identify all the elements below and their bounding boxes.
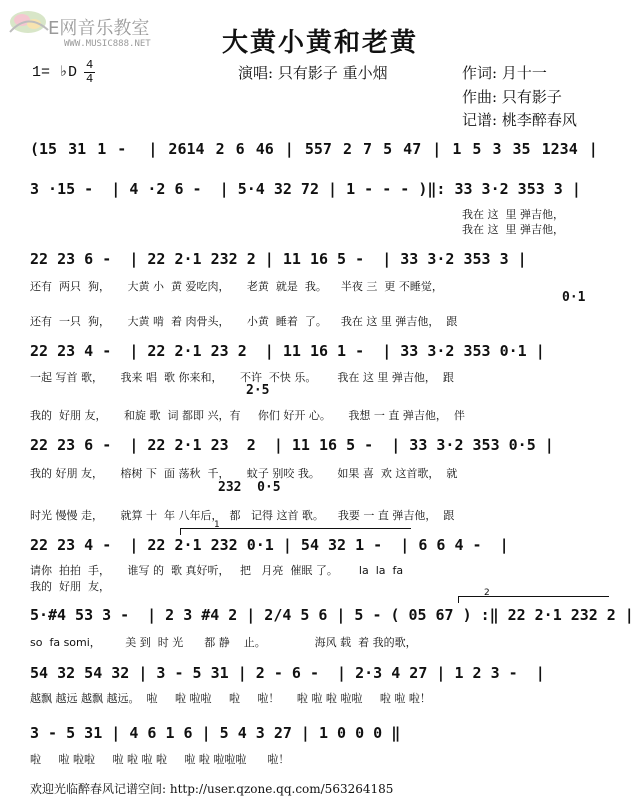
score-line-5-lyric-1: 我的 好朋 友， 榕树 下 面 荡秋 千， 蚊子 别咬 我。 如果 喜 欢 这首歌， 就 bbox=[30, 467, 458, 480]
score-line-3-notes: 22 23 6 - | 22 2·1 232 2 | 11 16 5 - | 33 3·2 353 3 | bbox=[30, 250, 527, 268]
score-line-5-notes: 22 23 6 - | 22 2·1 23 2 | 11 16 5 - | 33 3·2 353 0·5 | bbox=[30, 436, 554, 454]
key-signature: 1= ♭D bbox=[32, 64, 78, 81]
transcriber-credit: 记谱: 桃李醉春风 bbox=[462, 111, 577, 129]
score-line-8-notes: 54 32 54 32 | 3 - 5 31 | 2 - 6 - | 2·3 4 27 | 1 2 3 - | bbox=[30, 664, 545, 682]
pickup-note-c: 232 0·5 bbox=[218, 480, 281, 495]
score-line-6-notes: 22 23 4 - | 22 2·1 232 0·1 | 54 32 1 - | 6 6 4 - | bbox=[30, 536, 509, 554]
score-line-5-lyric-2: 时光 慢慢 走， 就算 十 年 八年后， 都 记得 这首 歌。 我要 一 直 弹吉他， 跟 bbox=[30, 509, 455, 522]
flower-logo-icon bbox=[6, 8, 52, 38]
footer-text: 欢迎光临醉春风记谱空间: http://user.qzone.qq.com/563264185 bbox=[30, 782, 394, 796]
volta-2-label: 2 bbox=[484, 588, 490, 598]
score-line-2-notes: 3 ·15 - | 4 ·2 6 - | 5·4 32 72 | 1 - - - )‖: 33 3·2 353 3 | bbox=[30, 180, 581, 198]
volta-2-bracket bbox=[458, 596, 609, 603]
pickup-note-a: 0·1 bbox=[562, 290, 586, 305]
singer-credit: 演唱: 只有影子 重小烟 bbox=[238, 64, 388, 82]
score-line-4-notes: 22 23 4 - | 22 2·1 23 2 | 11 16 1 - | 33 3·2 353 0·1 | bbox=[30, 342, 545, 360]
score-line-6-lyric-2: 我的 好朋 友， bbox=[30, 580, 110, 593]
score-line-4-lyric-1: 一起 写首 歌， 我来 唱 歌 你来和， 不许 不快 乐。 我在 这 里 弹吉他， 跟 bbox=[30, 371, 454, 384]
score-line-9-lyric-1: 啦 啦 啦啦 啦 啦 啦 啦 啦 啦 啦啦啦 啦！ bbox=[30, 753, 290, 766]
volta-1-label: 1 bbox=[214, 520, 220, 530]
pickup-note-b: 2·5 bbox=[246, 383, 270, 398]
score-line-7-notes: 5·#4 53 3 - | 2 3 #4 2 | 2/4 5 6 | 5 - ( 05 67 ) :‖ 22 2·1 232 2 | bbox=[30, 606, 634, 624]
score-line-2-lyric-1: 我在 这 里 弹吉他， bbox=[462, 208, 564, 221]
score-line-8-lyric-1: 越飘 越远 越飘 越远。 啦 啦 啦啦 啦 啦！ 啦 啦 啦 啦啦 啦 啦 啦！ bbox=[30, 692, 431, 705]
score-line-7-lyric-1: so fa somi， 美 到 时 光 都 静 止。 海风 载 着 我的歌， bbox=[30, 636, 417, 649]
score-line-2-lyric-2: 我在 这 里 弹吉他， bbox=[462, 223, 564, 236]
score-line-3-lyric-2: 还有 一只 狗， 大黄 啃 着 肉骨头， 小黄 睡着 了。 我在 这 里 弹吉他， 跟 bbox=[30, 315, 458, 328]
score-line-9-notes: 3 - 5 31 | 4 6 1 6 | 5 4 3 27 | 1 0 0 0 ‖ bbox=[30, 724, 401, 742]
time-signature-top: 4 bbox=[86, 58, 94, 72]
logo-text: E网音乐教室 bbox=[48, 18, 150, 39]
score-line-1-notes: (15 31 1 - | 2614 2 6 46 | 557 2 7 5 47 | 1 5 3 35 1234 | bbox=[30, 140, 598, 158]
score-line-6-lyric-1: 请你 拍拍 手， 谁写 的 歌 真好听， 把 月亮 催眠 了。 la la fa bbox=[30, 564, 404, 577]
time-signature-bottom: 4 bbox=[86, 72, 94, 86]
lyricist-credit: 作词: 月十一 bbox=[462, 64, 547, 82]
song-title: 大黄小黄和老黄 bbox=[222, 28, 419, 58]
logo-url: WWW.MUSIC888.NET bbox=[64, 39, 151, 49]
score-line-3-lyric-1: 还有 两只 狗， 大黄 小 黄 爱吃肉， 老黄 就是 我。 半夜 三 更 不睡觉， bbox=[30, 280, 443, 293]
score-line-4-lyric-2: 我的 好朋 友， 和旋 歌 词 都即 兴，有 你们 好开 心。 我想 一 直 弹吉他， 伴 bbox=[30, 409, 465, 422]
composer-credit: 作曲: 只有影子 bbox=[462, 88, 562, 106]
